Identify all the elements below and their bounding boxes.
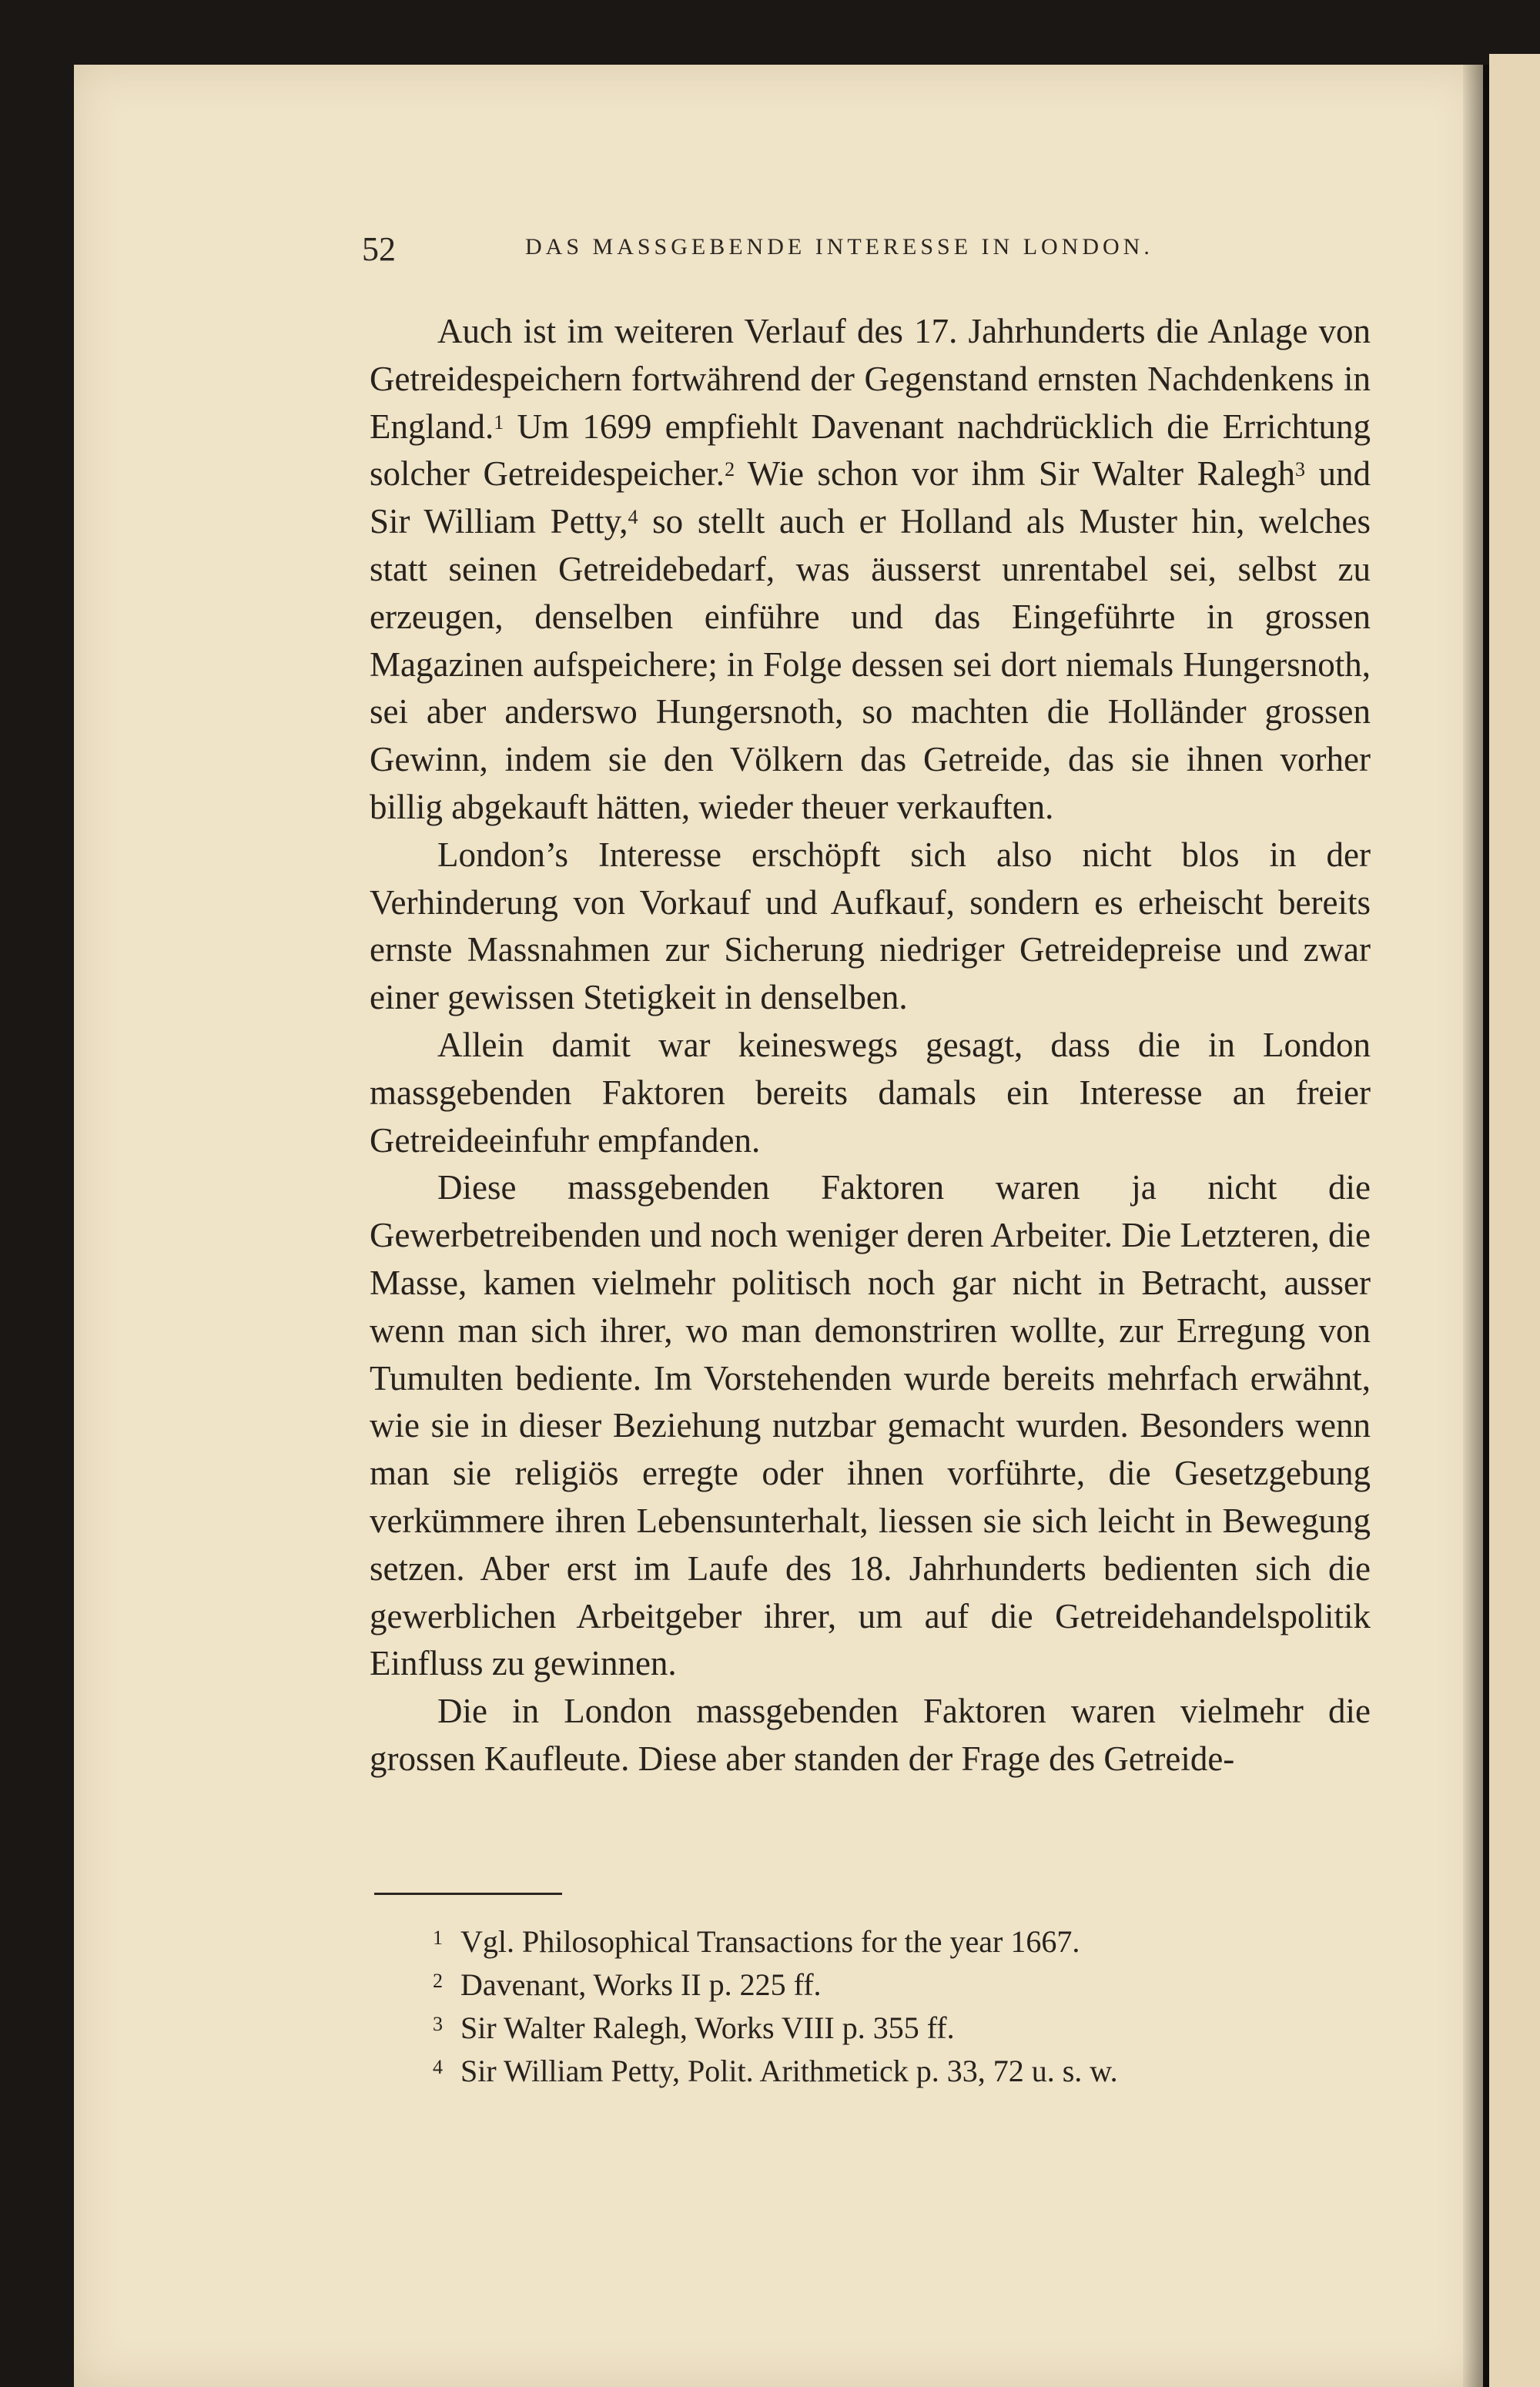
paragraph-5: Die in London massgebenden Faktoren waren vielmehr die grossen Kaufleute. Diese aber standen der Frage des Getreide- (370, 1692, 1371, 1778)
paragraph-3: Allein damit war keineswegs gesagt, dass die in London massgebenden Faktoren bereits damals ein Interesse an freier Getreideeinfuhr empfanden. (370, 1025, 1371, 1160)
paragraph-4: Diese massgebenden Faktoren waren ja nicht die Gewerbetreibenden und noch weniger deren Arbeiter. Die Letzteren, die Masse, kamen vielmehr politisch noch gar nicht in Betracht, ausser wenn man sich ihrer, wo man demonstriren wollte, zur Erregung von Tumulten bediente. Im Vorstehenden wurde bereits mehrfach erwähnt, wie sie in dieser Beziehung nutzbar gemacht wurden. Besonders wenn man sie religiös erregte oder ihnen vorführte, die Gesetzgebung verkümmere ihren Lebensunterhalt, liessen sie sich leicht in Bewegung setzen. Aber erst im Laufe des 18. Jahrhunderts bedienten sich die gewerblichen Arbeitgeber ihrer, um auf die Getreidehandelspolitik Einfluss zu gewinnen. (370, 1168, 1371, 1683)
paragraph-1-text-a: Auch ist im weiteren Verlauf des 17. Jahrhunderts die Anlage von Getreidespeichern fortwährend der Gegenstand ernsten Nachdenkens in England. (370, 312, 1371, 446)
footnote-text: Sir William Petty, Polit. Arithmetick p. 33, 72 u. s. w. (460, 2054, 1118, 2088)
footnote-ref-2: 2 (725, 458, 735, 481)
footnote-3: 3 Sir Walter Ralegh, Works VIII p. 355 ff. (433, 2010, 955, 2045)
paragraph-2: London’s Interesse erschöpft sich also nicht blos in der Verhinderung von Vorkauf und Aufkauf, sondern es erheischt bereits ernste Massnahmen zur Sicherung niedriger Getreidepreise und zwar einer gewissen Stetigkeit in denselben. (370, 835, 1371, 1017)
page-header (362, 229, 1363, 268)
paragraph-1-text-d: und Sir William Petty, (370, 454, 1371, 541)
footnote-divider (374, 1893, 562, 1895)
footnote-2: 2 Davenant, Works II p. 225 ff. (433, 1967, 822, 2002)
footnote-text: Vgl. Philosophical Transactions for the year 1667. (460, 1924, 1080, 1959)
footnote-text: Sir Walter Ralegh, Works VIII p. 355 ff. (460, 2010, 955, 2045)
page-number: 52 (362, 230, 396, 268)
paragraph-1-text-e: so stellt auch er Holland als Muster hin, welches statt seinen Getreidebedarf, was äusserst unrentabel sei, selbst zu erzeugen, denselben einführe und das Eingeführte in grossen Magazinen aufspeichere; in Folge dessen sei dort niemals Hungersnoth, sei aber anderswo Hungersnoth, so machten die Holländer grossen Gewinn, indem sie den Völkern das Getreide, das sie ihnen vorher billig abgekauft hätten, wieder theuer verkauften. (370, 502, 1371, 826)
paragraph-1-text-b: Um 1699 empfiehlt Davenant nachdrücklich die Errichtung solcher Getreidespeicher. (370, 407, 1371, 494)
footnote-ref-1: 1 (494, 410, 504, 434)
paragraph-1 (370, 308, 1371, 832)
footnote-text: Davenant, Works II p. 225 ff. (460, 1967, 822, 2002)
gutter-shadow (1463, 65, 1489, 2387)
body-text (370, 308, 1371, 1783)
paragraph-1-text-c: Wie schon vor ihm Sir Walter Ralegh (735, 454, 1295, 494)
footnote-ref-4: 4 (628, 506, 638, 529)
footnote-1: 1 Vgl. Philosophical Transactions for the year 1667. (433, 1924, 1080, 1959)
footnotes (433, 1920, 1357, 2093)
footnote-4: 4 Sir William Petty, Polit. Arithmetick p. 33, 72 u. s. w. (433, 2054, 1118, 2088)
running-title: DAS MASSGEBENDE INTERESSE IN LONDON. (525, 234, 1153, 259)
footnote-ref-3: 3 (1294, 458, 1305, 481)
facing-page-edge (1489, 54, 1540, 2387)
